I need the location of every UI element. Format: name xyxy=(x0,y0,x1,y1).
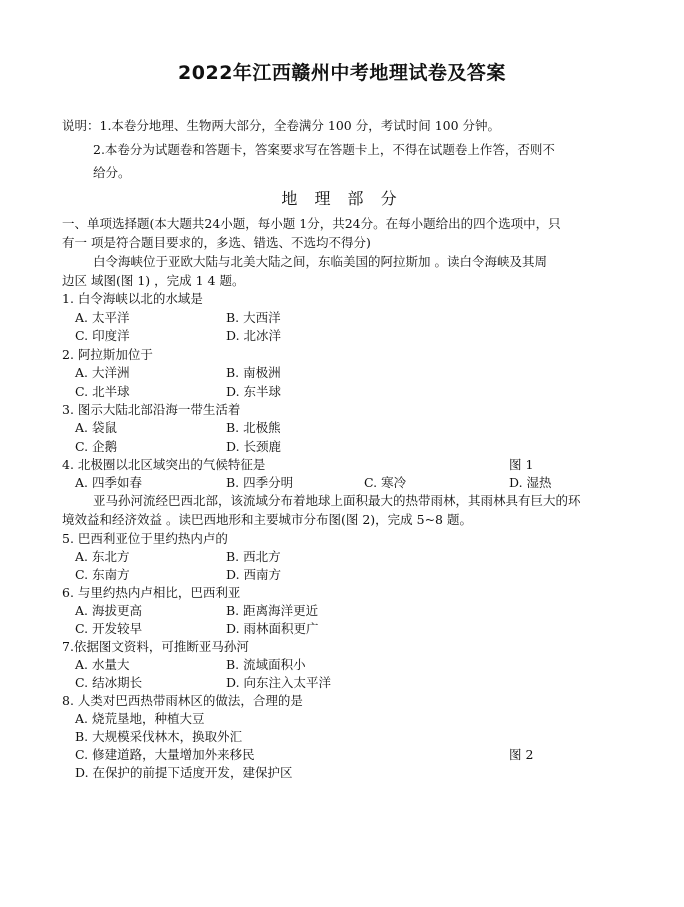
question-1-option-d: D. 北冰洋 xyxy=(226,328,282,343)
question-6-option-a: A. 海拔更高 xyxy=(75,603,142,618)
intro1-line-1: 白令海峡位于亚欧大陆与北美大陆之间，东临美国的阿拉斯加 。读白令海峡及其周 xyxy=(93,254,547,269)
question-5-option-c: C. 东南方 xyxy=(75,567,130,582)
question-8-option-d: D. 在保护的前提下适度开发，建保护区 xyxy=(75,765,293,780)
question-3-option-b: B. 北极熊 xyxy=(226,420,281,435)
question-7-option-a: A. 水量大 xyxy=(75,657,130,672)
question-7-option-d: D. 向东注入太平洋 xyxy=(226,675,332,690)
question-1-stem: 1. 白令海峡以北的水域是 xyxy=(62,291,203,306)
question-1-option-a: A. 太平洋 xyxy=(75,310,130,325)
question-3-stem: 3. 图示大陆北部沿海一带生活着 xyxy=(62,402,241,417)
page-title: 2022年江西赣州中考地理试卷及答案 xyxy=(178,62,506,84)
figure-2-label: 图 2 xyxy=(509,747,534,762)
question-2-option-c: C. 北半球 xyxy=(75,384,130,399)
question-8-option-c: C. 修建道路，大量增加外来移民 xyxy=(75,747,255,762)
question-8-option-a: A. 烧荒垦地，种植大豆 xyxy=(75,711,205,726)
question-7-option-b: B. 流域面积小 xyxy=(226,657,306,672)
note-line-1: 说明：1.本卷分地理、生物两大部分，全卷满分 100 分，考试时间 100 分钟。 xyxy=(62,118,501,133)
question-2-stem: 2. 阿拉斯加位于 xyxy=(62,347,153,362)
question-1-option-b: B. 大西洋 xyxy=(226,310,281,325)
intro2-line-1: 亚马孙河流经巴西北部，该流域分布着地球上面积最大的热带雨林，其雨林具有巨大的环 xyxy=(93,493,581,508)
question-3-option-a: A. 袋鼠 xyxy=(75,420,117,435)
section-title: 地 理 部 分 xyxy=(281,189,403,208)
question-3-option-c: C. 企鹅 xyxy=(75,439,118,454)
question-1-option-c: C. 印度洋 xyxy=(75,328,130,343)
question-6-option-b: B. 距离海洋更近 xyxy=(226,603,319,618)
question-5-option-b: B. 西北方 xyxy=(226,549,281,564)
question-4-option-a: A. 四季如春 xyxy=(75,475,142,490)
note-line-3: 给分。 xyxy=(93,165,131,180)
question-6-option-c: C. 开发较早 xyxy=(75,621,143,636)
figure-1-label: 图 1 xyxy=(509,457,534,472)
question-4-option-c: C. 寒冷 xyxy=(364,475,407,490)
intro1-line-2: 边区 域图(图 1) ，完成 1 4 题。 xyxy=(62,273,245,288)
instructions-line-2: 有一 项是符合题目要求的，多选、错选、不选均不得分) xyxy=(62,235,371,250)
question-4-option-b: B. 四季分明 xyxy=(226,475,294,490)
question-8-option-b: B. 大规模采伐林木，换取外汇 xyxy=(75,729,243,744)
question-5-option-d: D. 西南方 xyxy=(226,567,282,582)
question-8-stem: 8. 人类对巴西热带雨林区的做法，合理的是 xyxy=(62,693,303,708)
question-6-stem: 6. 与里约热内卢相比，巴西利亚 xyxy=(62,585,241,600)
instructions-line-1: 一、单项选择题(本大题共24小题，每小题 1分，共24分。在每小题给出的四个选项中，只 xyxy=(62,216,561,231)
question-4-option-d: D. 湿热 xyxy=(509,475,552,490)
question-5-option-a: A. 东北方 xyxy=(75,549,130,564)
question-3-option-d: D. 长颈鹿 xyxy=(226,439,282,454)
question-2-option-d: D. 东半球 xyxy=(226,384,282,399)
question-6-option-d: D. 雨林面积更广 xyxy=(226,621,319,636)
question-2-option-a: A. 大洋洲 xyxy=(75,365,130,380)
question-2-option-b: B. 南极洲 xyxy=(226,365,281,380)
question-5-stem: 5. 巴西利亚位于里约热内卢的 xyxy=(62,531,228,546)
question-7-stem: 7.依据图文资料，可推断亚马孙河 xyxy=(62,639,249,654)
intro2-line-2: 境效益和经济效益 。读巴西地形和主要城市分布图(图 2)，完成 5~8 题。 xyxy=(62,512,472,527)
question-7-option-c: C. 结冰期长 xyxy=(75,675,143,690)
note-line-2: 2.本卷分为试题卷和答题卡，答案要求写在答题卡上，不得在试题卷上作答，否则不 xyxy=(93,142,555,157)
question-4-stem: 4. 北极圈以北区域突出的气候特征是 xyxy=(62,457,266,472)
